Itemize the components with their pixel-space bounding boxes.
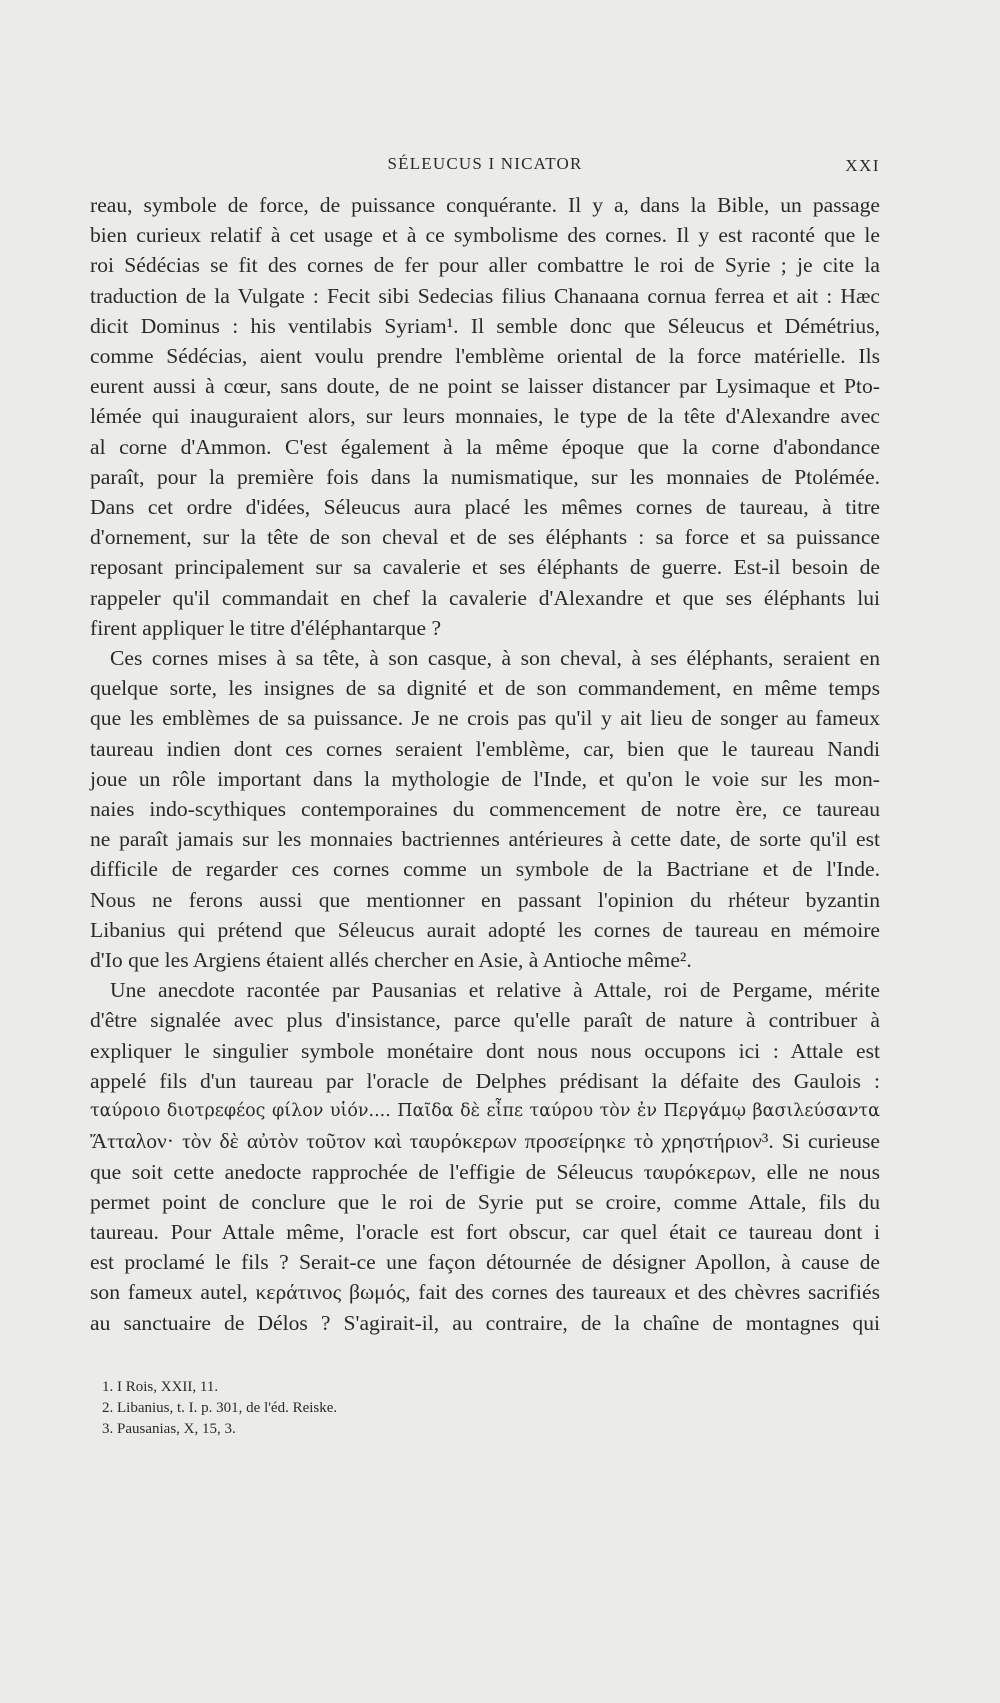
- text-line: dicit Dominus : his ventilabis Syriam¹. Il semble donc que Séleucus et Démétrius,: [90, 313, 880, 338]
- text-line: est proclamé le fils ? Serait-ce une façon détournée de désigner Apollon, à cause de: [90, 1250, 880, 1275]
- page-number: XXI: [845, 156, 880, 175]
- footnote: 3. Pausanias, X, 15, 3.: [102, 1421, 236, 1437]
- text-line: reau, symbole de force, de puissance conquérante. Il y a, dans la Bible, un passage: [90, 193, 880, 217]
- text-line: Ἄτταλον· τὸν δὲ αὐτὸν τοῦτον καὶ ταυρόκερων προσείρηκε τὸ χρηστήριον³. Si curieuse: [90, 1129, 880, 1154]
- text-line: lémée qui inauguraient alors, sur leurs monnaies, le type de la tête d'Alexandre avec: [90, 404, 880, 429]
- text-line: quelque sorte, les insignes de sa dignité et de son commandement, en même temps: [90, 676, 880, 701]
- text-line: Libanius qui prétend que Séleucus aurait adopté les cornes de taureau en mémoire: [90, 917, 880, 942]
- text-line: son fameux autel, κεράτινος βωμός, fait des cornes des taureaux et des chèvres sacrifiés: [90, 1280, 880, 1305]
- text-line: expliquer le singulier symbole monétaire dont nous nous occupons ici : Attale est: [90, 1038, 880, 1063]
- text-line: permet point de conclure que le roi de Syrie put se croire, comme Attale, fils du: [90, 1189, 880, 1214]
- running-title: SÉLEUCUS I NICATOR: [387, 154, 583, 173]
- text-line: ne paraît jamais sur les monnaies bactriennes antérieures à cette date, de sorte qu'il est: [90, 827, 880, 852]
- text-line: traduction de la Vulgate : Fecit sibi Sedecias filius Chanaana cornua ferrea et ait : Hæc: [90, 283, 880, 308]
- footnote: 2. Libanius, t. I. p. 301, de l'éd. Reiske.: [102, 1400, 338, 1416]
- text-line: firent appliquer le titre d'éléphantarque ?: [90, 615, 442, 640]
- text-line: al corne d'Ammon. C'est également à la même époque que la corne d'abondance: [90, 434, 880, 459]
- text-line: roi Sédécias se fit des cornes de fer pour aller combattre le roi de Syrie ; je cite la: [90, 253, 880, 278]
- text-line: bien curieux relatif à cet usage et à ce symbolisme des cornes. Il y est raconté que le: [90, 223, 880, 248]
- text-line: Une anecdote racontée par Pausanias et relative à Attale, roi de Pergame, mérite: [110, 978, 880, 1003]
- running-header: [90, 152, 880, 182]
- text-line: comme Sédécias, aient voulu prendre l'emblème oriental de la force matérielle. Ils: [90, 344, 880, 369]
- text-line: que soit cette anedocte rapprochée de l'effigie de Séleucus ταυρόκερων, elle ne nous: [90, 1159, 880, 1184]
- footnote: 1. I Rois, XXII, 11.: [102, 1379, 219, 1395]
- text-line: que les emblèmes de sa puissance. Je ne crois pas qu'il y ait lieu de songer au fameux: [90, 706, 880, 731]
- text-line: au sanctuaire de Délos ? S'agirait-il, au contraire, de la chaîne de montagnes qui: [90, 1310, 880, 1335]
- text-line: rappeler qu'il commandait en chef la cavalerie d'Alexandre et que ses éléphants lui: [90, 585, 880, 610]
- text-line: Dans cet ordre d'idées, Séleucus aura placé les mêmes cornes de taureau, à titre: [90, 495, 880, 520]
- text-line: Ces cornes mises à sa tête, à son casque, à son cheval, à ses éléphants, seraient en: [110, 646, 880, 671]
- text-line: reposant principalement sur sa cavalerie et ses éléphants de guerre. Est-il besoin de: [90, 555, 880, 580]
- text-line: taureau indien dont ces cornes seraient l'emblème, car, bien que le taureau Nandi: [90, 736, 880, 761]
- text-line: taureau. Pour Attale même, l'oracle est fort obscur, car quel était ce taureau dont i: [90, 1219, 880, 1244]
- text-line: ταύροιο διοτρεφέος φίλον υἱόν.... Παῖδα δὲ εἶπε ταύρου τὸν ἐν Περγάμῳ βασιλεύσαντα: [90, 1101, 880, 1122]
- text-line: appelé fils d'un taureau par l'oracle de Delphes prédisant la défaite des Gaulois :: [90, 1068, 880, 1093]
- text-line: naies indo-scythiques contemporaines du commencement de notre ère, ce taureau: [90, 797, 880, 822]
- text-line: eurent aussi à cœur, sans doute, de ne point se laisser distancer par Lysimaque et Pto-: [90, 374, 880, 399]
- text-line: d'être signalée avec plus d'insistance, parce qu'elle paraît de nature à contribuer à: [90, 1008, 880, 1033]
- text-line: d'Io que les Argiens étaient allés chercher en Asie, à Antioche même².: [90, 948, 692, 973]
- text-line: joue un rôle important dans la mythologie de l'Inde, et qu'on le voie sur les mon-: [90, 766, 880, 791]
- footnotes: [102, 1377, 602, 1440]
- text-line: difficile de regarder ces cornes comme un symbole de la Bactriane et de l'Inde.: [90, 857, 880, 882]
- text-line: Nous ne ferons aussi que mentionner en passant l'opinion du rhéteur byzantin: [90, 887, 880, 912]
- text-line: paraît, pour la première fois dans la numismatique, sur les monnaies de Ptolémée.: [90, 464, 880, 489]
- text-line: d'ornement, sur la tête de son cheval et de ses éléphants : sa force et sa puissance: [90, 525, 880, 550]
- body-text: [90, 190, 880, 1338]
